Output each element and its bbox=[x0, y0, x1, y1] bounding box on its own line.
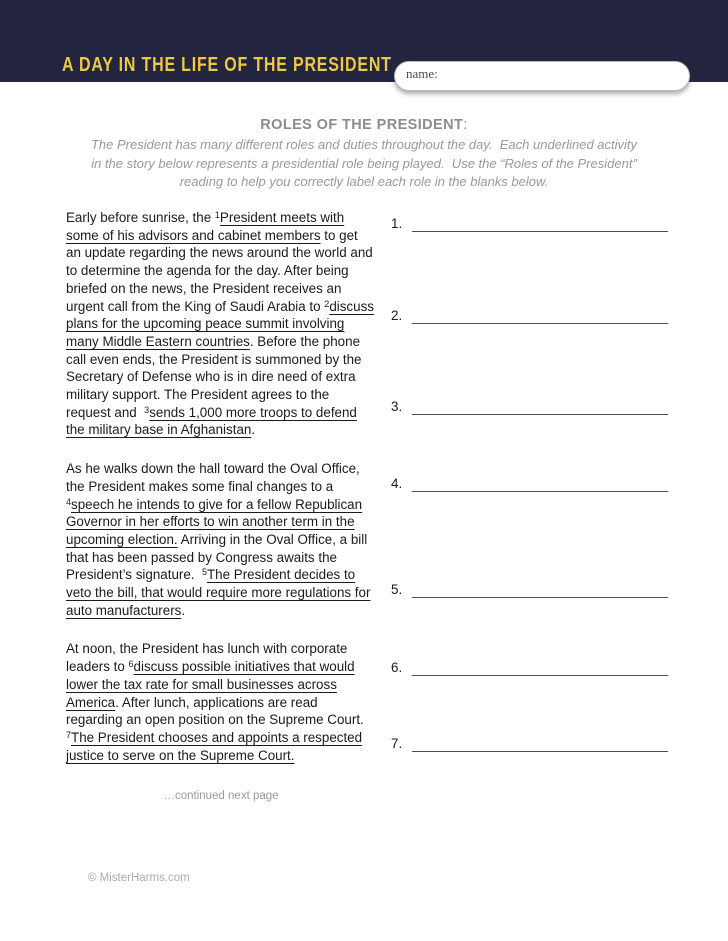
story-text: . Before the phone call even ends, the President is summoned by the Secretary of Defense who is in dire need of extra military support. The President agrees to the request and bbox=[66, 333, 362, 420]
story-text: . After lunch, applications are read regarding an open position on the Supreme Court. bbox=[66, 694, 368, 728]
intro-heading-text: ROLES OF THE PRESIDENT bbox=[260, 117, 464, 133]
story-paragraph bbox=[66, 209, 376, 439]
answer-row-5 bbox=[391, 577, 668, 598]
intro-line: in the story below represents a presidential role being played. Use the “Roles of the President” bbox=[91, 155, 637, 171]
underlined-role-activity: speech he intends to give for a fellow Republican Governor in her efforts to win another term in the upcoming election. bbox=[66, 496, 363, 547]
answer-row-6 bbox=[391, 655, 668, 676]
answer-blank-6[interactable] bbox=[412, 655, 668, 676]
blank-number: 3. bbox=[391, 398, 403, 414]
answer-blank-1[interactable] bbox=[412, 211, 668, 232]
name-field[interactable] bbox=[394, 61, 690, 91]
name-input[interactable] bbox=[447, 64, 683, 88]
answer-row-1 bbox=[391, 211, 668, 232]
underlined-role-activity: President meets with some of his advisors and cabinet members bbox=[66, 210, 345, 243]
story-text: Arriving in the Oval Office, a bill that has been passed by Congress awaits the President’s signature. bbox=[66, 531, 368, 583]
intro-lines bbox=[0, 136, 728, 192]
story-text: At noon, the President has lunch with corporate leaders to bbox=[66, 641, 348, 675]
blank-number: 7. bbox=[391, 735, 403, 751]
underlined-role-activity: discuss plans for the upcoming peace summit involving many Middle Eastern countries bbox=[66, 298, 374, 349]
continued-note: …continued next page bbox=[163, 790, 279, 802]
worksheet-title: A DAY IN THE LIFE OF THE PRESIDENT bbox=[62, 54, 392, 76]
intro-heading bbox=[0, 117, 728, 133]
blank-number: 1. bbox=[391, 215, 403, 231]
copyright-text: © MisterHarms.com bbox=[88, 872, 190, 884]
intro-heading-colon: : bbox=[463, 117, 468, 133]
answer-blank-5[interactable] bbox=[412, 577, 668, 598]
intro-section bbox=[0, 117, 728, 192]
blank-number: 2. bbox=[391, 307, 403, 323]
blank-number: 4. bbox=[391, 475, 403, 491]
story-text: . bbox=[181, 602, 186, 618]
answer-row-4 bbox=[391, 471, 668, 492]
role-number-superscript: 2 bbox=[324, 298, 330, 309]
underlined-role-activity: discuss possible initiatives that would lower the tax rate for small businesses across America bbox=[66, 659, 355, 710]
blank-number: 5. bbox=[391, 581, 403, 597]
story-column bbox=[66, 209, 376, 785]
blank-number: 6. bbox=[391, 659, 403, 675]
story-paragraph bbox=[66, 460, 376, 619]
intro-line: reading to help you correctly label each role in the blanks below. bbox=[179, 174, 549, 190]
role-number-superscript: 5 bbox=[201, 567, 207, 578]
intro-line: The President has many different roles and duties throughout the day. Each underlined activity bbox=[90, 137, 638, 152]
answer-row-3 bbox=[391, 394, 668, 415]
answer-blank-4[interactable] bbox=[412, 471, 668, 492]
story-text: . bbox=[251, 422, 256, 438]
role-number-superscript: 7 bbox=[66, 729, 72, 740]
story-text: to get an update regarding the news around the world and to determine the agenda for the day. After being briefed on the news, the President receives an urgent call from the King of Saudi Arabia to bbox=[66, 227, 373, 314]
role-number-superscript: 6 bbox=[128, 659, 134, 670]
answer-blank-7[interactable] bbox=[412, 731, 668, 752]
underlined-role-activity: The President chooses and appoints a respected justice to serve on the Supreme Court. bbox=[66, 729, 363, 763]
answer-row-2 bbox=[391, 303, 668, 324]
answer-blank-3[interactable] bbox=[412, 394, 668, 415]
role-number-superscript: 1 bbox=[214, 210, 220, 220]
story-paragraph bbox=[66, 640, 376, 764]
answer-row-7 bbox=[391, 731, 668, 752]
underlined-role-activity: The President decides to veto the bill, that would require more regulations for auto manufacturers bbox=[66, 567, 371, 618]
role-number-superscript: 3 bbox=[144, 404, 150, 415]
answer-blank-2[interactable] bbox=[412, 303, 668, 324]
story-text: Early before sunrise, the bbox=[66, 210, 215, 225]
name-label: name: bbox=[406, 66, 438, 81]
underlined-role-activity: sends 1,000 more troops to defend the military base in Afghanistan bbox=[66, 404, 357, 438]
role-number-superscript: 4 bbox=[66, 496, 72, 507]
story-text: As he walks down the hall toward the Oval Office, the President makes some final changes to a bbox=[66, 461, 360, 494]
